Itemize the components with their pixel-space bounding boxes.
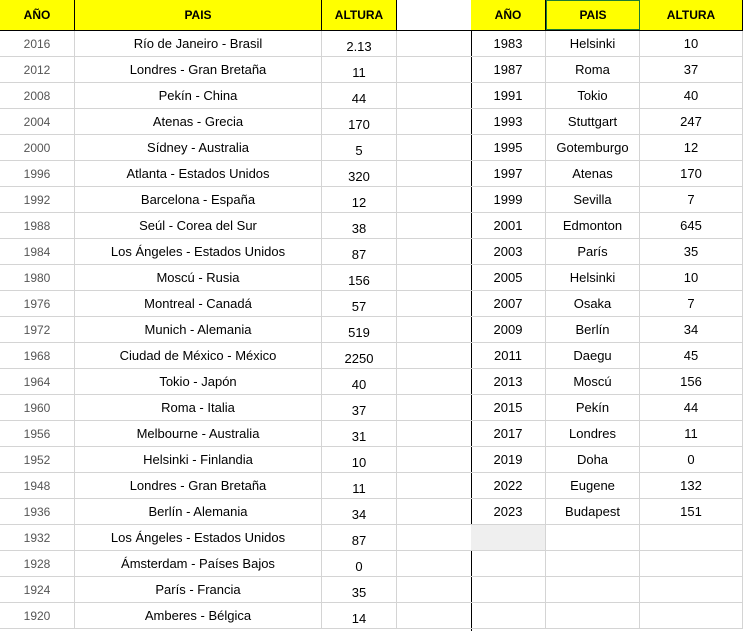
cell-height[interactable]: 10: [640, 265, 743, 290]
cell-height[interactable]: 37: [640, 57, 743, 82]
cell-height[interactable]: 2250: [322, 343, 397, 368]
cell-country[interactable]: Moscú - Rusia: [75, 265, 322, 290]
cell-year[interactable]: 2003: [471, 239, 546, 264]
table-row: [471, 83, 743, 109]
cell-year[interactable]: 1924: [0, 577, 75, 602]
cell-city[interactable]: [546, 577, 640, 602]
cell-city[interactable]: Gotemburgo: [546, 135, 640, 160]
cell-year[interactable]: 1964: [0, 369, 75, 394]
cell-height[interactable]: 0: [640, 447, 743, 472]
cell-year[interactable]: 1984: [0, 239, 75, 264]
cell-height[interactable]: 87: [322, 525, 397, 550]
cell-year[interactable]: 2000: [0, 135, 75, 160]
cell-year[interactable]: 1991: [471, 83, 546, 108]
empty-cell[interactable]: [397, 499, 471, 525]
cell-year[interactable]: 1960: [0, 395, 75, 420]
empty-cell[interactable]: [397, 577, 471, 603]
cell-height[interactable]: 170: [322, 109, 397, 134]
cell-height[interactable]: 37: [322, 395, 397, 420]
cell-height[interactable]: 40: [322, 369, 397, 394]
header-year[interactable]: AÑO: [0, 0, 75, 30]
cell-height[interactable]: 519: [322, 317, 397, 342]
cell-height[interactable]: 11: [322, 57, 397, 82]
cell-height[interactable]: 31: [322, 421, 397, 446]
cell-city[interactable]: Berlín: [546, 317, 640, 342]
cell-country[interactable]: Amberes - Bélgica: [75, 603, 322, 628]
cell-year[interactable]: [471, 603, 546, 628]
table-row: [0, 603, 397, 629]
table-row: [471, 447, 743, 473]
cell-height[interactable]: 0: [322, 551, 397, 576]
table-row: [471, 161, 743, 187]
cell-year[interactable]: 1976: [0, 291, 75, 316]
cell-year[interactable]: 2005: [471, 265, 546, 290]
cell-year[interactable]: 1932: [0, 525, 75, 550]
cell-year[interactable]: 2012: [0, 57, 75, 82]
cell-year[interactable]: 1936: [0, 499, 75, 524]
table-row: [471, 499, 743, 525]
cell-height[interactable]: [640, 577, 743, 602]
empty-cell[interactable]: [397, 421, 471, 447]
cell-height[interactable]: [640, 551, 743, 576]
empty-header-cell[interactable]: [397, 0, 471, 31]
cell-city[interactable]: Helsinki: [546, 265, 640, 290]
cell-city[interactable]: Moscú: [546, 369, 640, 394]
table-row: [0, 187, 397, 213]
cell-height[interactable]: 151: [640, 499, 743, 524]
cell-year[interactable]: 1988: [0, 213, 75, 238]
cell-country[interactable]: Ámsterdam - Países Bajos: [75, 551, 322, 576]
cell-country[interactable]: Londres - Gran Bretaña: [75, 57, 322, 82]
header-country[interactable]: PAIS: [75, 0, 322, 30]
table-row: [0, 239, 397, 265]
cell-country[interactable]: Melbourne - Australia: [75, 421, 322, 446]
cell-city[interactable]: [546, 551, 640, 576]
table-row: [0, 135, 397, 161]
empty-cell[interactable]: [397, 551, 471, 577]
header-year-right[interactable]: AÑO: [471, 0, 546, 30]
empty-cell[interactable]: [397, 83, 471, 109]
empty-cell[interactable]: [397, 447, 471, 473]
table-row: [0, 291, 397, 317]
empty-cell[interactable]: [397, 135, 471, 161]
cell-year[interactable]: 1968: [0, 343, 75, 368]
table-row: [0, 577, 397, 603]
cell-city[interactable]: [546, 525, 640, 550]
table-row: [0, 265, 397, 291]
cell-height[interactable]: 44: [322, 83, 397, 108]
cell-height[interactable]: 11: [640, 421, 743, 446]
cell-city[interactable]: Atenas: [546, 161, 640, 186]
cell-height[interactable]: 34: [322, 499, 397, 524]
header-city-right[interactable]: PAIS: [546, 0, 640, 30]
table-row: [471, 525, 743, 551]
table-row: [471, 291, 743, 317]
empty-cell[interactable]: [397, 395, 471, 421]
empty-cell[interactable]: [397, 57, 471, 83]
cell-year[interactable]: 1956: [0, 421, 75, 446]
cell-city[interactable]: Osaka: [546, 291, 640, 316]
cell-year[interactable]: 1996: [0, 161, 75, 186]
cell-year[interactable]: 1952: [0, 447, 75, 472]
cell-height[interactable]: 40: [640, 83, 743, 108]
table-row: [471, 551, 743, 577]
empty-cell[interactable]: [397, 31, 471, 57]
cell-height[interactable]: 35: [640, 239, 743, 264]
table-row: [0, 213, 397, 239]
cell-year[interactable]: 2011: [471, 343, 546, 368]
empty-cell[interactable]: [397, 317, 471, 343]
table-row: [471, 603, 743, 629]
table-row: [471, 473, 743, 499]
cell-country[interactable]: Sídney - Australia: [75, 135, 322, 160]
cell-height[interactable]: 156: [640, 369, 743, 394]
empty-cell[interactable]: [397, 291, 471, 317]
cell-height[interactable]: 12: [322, 187, 397, 212]
table-row: [471, 239, 743, 265]
cell-city[interactable]: París: [546, 239, 640, 264]
championships-table: [471, 0, 743, 631]
cell-height[interactable]: 132: [640, 473, 743, 498]
cell-country[interactable]: Pekín - China: [75, 83, 322, 108]
cell-city[interactable]: Doha: [546, 447, 640, 472]
cell-country[interactable]: París - Francia: [75, 577, 322, 602]
cell-year[interactable]: 2008: [0, 83, 75, 108]
cell-city[interactable]: Roma: [546, 57, 640, 82]
empty-cell[interactable]: [397, 343, 471, 369]
cell-city[interactable]: Eugene: [546, 473, 640, 498]
cell-year[interactable]: [471, 551, 546, 576]
table-row: [471, 395, 743, 421]
right-header-row: [471, 0, 743, 31]
cell-city[interactable]: Sevilla: [546, 187, 640, 212]
cell-height[interactable]: 156: [322, 265, 397, 290]
cell-year[interactable]: 1972: [0, 317, 75, 342]
cell-year[interactable]: 2017: [471, 421, 546, 446]
table-row: [471, 57, 743, 83]
cell-year[interactable]: 2015: [471, 395, 546, 420]
cell-year[interactable]: 2007: [471, 291, 546, 316]
cell-country[interactable]: Berlín - Alemania: [75, 499, 322, 524]
table-row: [0, 369, 397, 395]
cell-year[interactable]: 1920: [0, 603, 75, 628]
cell-height[interactable]: 35: [322, 577, 397, 602]
cell-year[interactable]: 1999: [471, 187, 546, 212]
cell-country[interactable]: Río de Janeiro - Brasil: [75, 31, 322, 56]
cell-height[interactable]: [640, 603, 743, 628]
cell-year[interactable]: 1983: [471, 31, 546, 56]
cell-country[interactable]: Atenas - Grecia: [75, 109, 322, 134]
cell-height[interactable]: 645: [640, 213, 743, 238]
table-row: [471, 421, 743, 447]
cell-height[interactable]: 87: [322, 239, 397, 264]
cell-city[interactable]: [546, 603, 640, 628]
cell-year[interactable]: 2001: [471, 213, 546, 238]
cell-city[interactable]: Stuttgart: [546, 109, 640, 134]
cell-country[interactable]: Atlanta - Estados Unidos: [75, 161, 322, 186]
cell-year[interactable]: 2016: [0, 31, 75, 56]
cell-height[interactable]: 45: [640, 343, 743, 368]
header-height[interactable]: ALTURA: [322, 0, 397, 30]
empty-cell[interactable]: [397, 473, 471, 499]
cell-city[interactable]: Daegu: [546, 343, 640, 368]
header-height-right[interactable]: ALTURA: [640, 0, 743, 30]
cell-year[interactable]: 1997: [471, 161, 546, 186]
table-row: [0, 551, 397, 577]
cell-year[interactable]: [471, 525, 546, 550]
cell-country[interactable]: Roma - Italia: [75, 395, 322, 420]
cell-city[interactable]: Budapest: [546, 499, 640, 524]
table-row: [0, 499, 397, 525]
cell-height[interactable]: 14: [322, 603, 397, 628]
cell-city[interactable]: Londres: [546, 421, 640, 446]
table-row: [0, 57, 397, 83]
cell-year[interactable]: 1928: [0, 551, 75, 576]
table-row: [0, 161, 397, 187]
table-row: [471, 109, 743, 135]
table-row: [0, 317, 397, 343]
cell-country[interactable]: Barcelona - España: [75, 187, 322, 212]
table-row: [0, 421, 397, 447]
table-row: [0, 525, 397, 551]
cell-city[interactable]: Helsinki: [546, 31, 640, 56]
cell-city[interactable]: Pekín: [546, 395, 640, 420]
table-row: [0, 395, 397, 421]
empty-cell[interactable]: [397, 239, 471, 265]
cell-year[interactable]: 2004: [0, 109, 75, 134]
table-row: [0, 447, 397, 473]
cell-city[interactable]: Edmonton: [546, 213, 640, 238]
table-row: [471, 265, 743, 291]
cell-year[interactable]: 1980: [0, 265, 75, 290]
cell-city[interactable]: Tokio: [546, 83, 640, 108]
table-row: [471, 213, 743, 239]
cell-height[interactable]: 38: [322, 213, 397, 238]
cell-height[interactable]: 34: [640, 317, 743, 342]
empty-cell[interactable]: [397, 603, 471, 629]
cell-year[interactable]: 1992: [0, 187, 75, 212]
empty-cell[interactable]: [397, 369, 471, 395]
table-row: [0, 109, 397, 135]
table-row: [0, 343, 397, 369]
table-row: [471, 577, 743, 603]
cell-country[interactable]: Los Ángeles - Estados Unidos: [75, 525, 322, 550]
cell-height[interactable]: 2.13: [322, 31, 397, 56]
table-row: [0, 473, 397, 499]
cell-country[interactable]: Munich - Alemania: [75, 317, 322, 342]
cell-year[interactable]: 2013: [471, 369, 546, 394]
cell-year[interactable]: 2019: [471, 447, 546, 472]
cell-height[interactable]: 10: [640, 31, 743, 56]
table-row: [0, 83, 397, 109]
cell-country[interactable]: Tokio - Japón: [75, 369, 322, 394]
cell-country[interactable]: Seúl - Corea del Sur: [75, 213, 322, 238]
cell-year[interactable]: 1987: [471, 57, 546, 82]
left-header-row: [0, 0, 397, 31]
empty-column[interactable]: [397, 0, 472, 631]
cell-height[interactable]: 170: [640, 161, 743, 186]
cell-year[interactable]: 2023: [471, 499, 546, 524]
empty-cell[interactable]: [397, 525, 471, 551]
cell-country[interactable]: Ciudad de México - México: [75, 343, 322, 368]
table-row: [471, 343, 743, 369]
table-row: [471, 135, 743, 161]
cell-height[interactable]: 11: [322, 473, 397, 498]
cell-year[interactable]: 1995: [471, 135, 546, 160]
table-row: [0, 31, 397, 57]
cell-height[interactable]: 7: [640, 291, 743, 316]
empty-cell[interactable]: [397, 265, 471, 291]
cell-height[interactable]: 44: [640, 395, 743, 420]
table-row: [471, 31, 743, 57]
cell-year[interactable]: [471, 577, 546, 602]
cell-height[interactable]: [640, 525, 743, 550]
cell-height[interactable]: 10: [322, 447, 397, 472]
cell-country[interactable]: Helsinki - Finlandia: [75, 447, 322, 472]
cell-year[interactable]: 1948: [0, 473, 75, 498]
cell-height[interactable]: 57: [322, 291, 397, 316]
table-row: [471, 187, 743, 213]
table-row: [471, 369, 743, 395]
cell-country[interactable]: Montreal - Canadá: [75, 291, 322, 316]
empty-cell[interactable]: [397, 213, 471, 239]
empty-cell[interactable]: [397, 109, 471, 135]
cell-height[interactable]: 320: [322, 161, 397, 186]
cell-height[interactable]: 12: [640, 135, 743, 160]
cell-year[interactable]: 1993: [471, 109, 546, 134]
cell-country[interactable]: Londres - Gran Bretaña: [75, 473, 322, 498]
cell-height[interactable]: 7: [640, 187, 743, 212]
table-row: [471, 317, 743, 343]
empty-cell[interactable]: [397, 161, 471, 187]
empty-cell[interactable]: [397, 187, 471, 213]
cell-year[interactable]: 2022: [471, 473, 546, 498]
cell-height[interactable]: 5: [322, 135, 397, 160]
cell-year[interactable]: 2009: [471, 317, 546, 342]
cell-country[interactable]: Los Ángeles - Estados Unidos: [75, 239, 322, 264]
cell-height[interactable]: 247: [640, 109, 743, 134]
